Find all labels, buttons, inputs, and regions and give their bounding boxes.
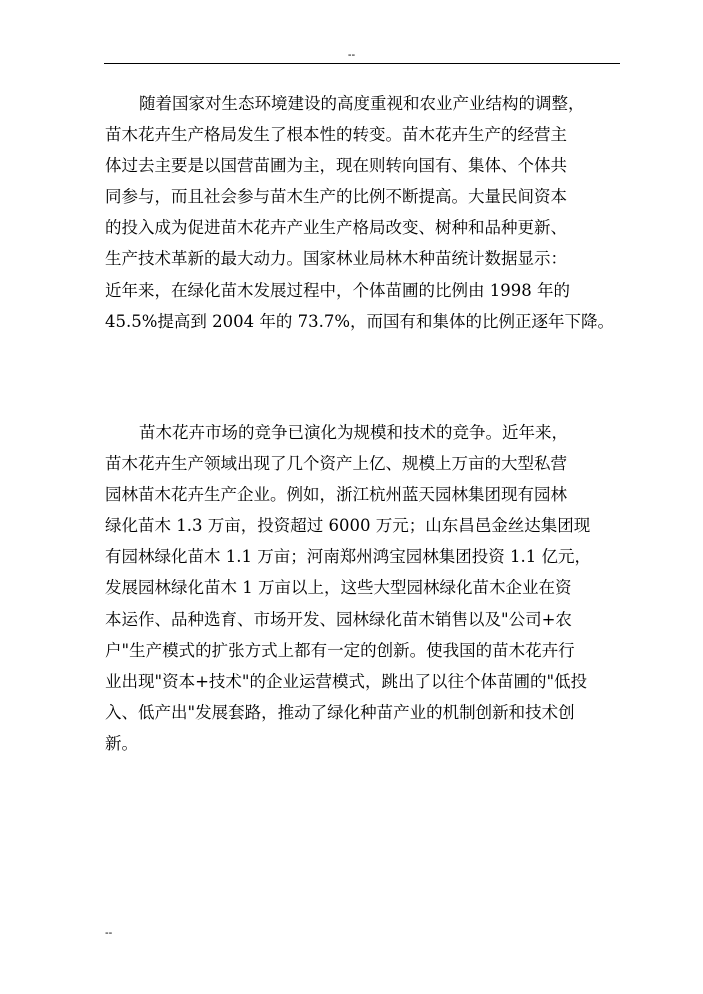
paragraph-line: 随着国家对生态环境建设的高度重视和农业产业结构的调整， [139,94,585,113]
paragraph-1 [105,88,617,337]
paragraph-line: 苗木花卉市场的竞争已演化为规模和技术的竞争。近年来， [139,423,568,442]
paragraph-line: 入、低产出"发展套路，推动了绿化种苗产业的机制创新和技术创 [105,702,575,722]
paragraph-2 [105,417,617,759]
paragraph-line: 苗木花卉生产领域出现了几个资产上亿、规模上万亩的大型私营 [105,454,567,474]
paragraph-line: 的投入成为促进苗木花卉产业生产格局改变、树种和品种更新、 [105,218,567,238]
paragraph-line: 体过去主要是以国营苗圃为主，现在则转向国有、集体、个体共 [105,156,567,176]
paragraph-line: 本运作、品种选育、市场开发、园林绿化苗木销售以及"公司+农 [105,609,572,629]
paragraph-line: 绿化苗木 1.3 万亩，投资超过 6000 万元；山东昌邑金丝达集团现 [105,516,591,536]
paragraph-line: 发展园林绿化苗木 1 万亩以上，这些大型园林绿化苗木企业在资 [105,578,572,598]
paragraph-line: 同参与，而且社会参与苗木生产的比例不断提高。大量民间资本 [105,187,567,207]
paragraph-line: 户"生产模式的扩张方式上都有一定的创新。使我国的苗木花卉行 [105,640,575,660]
page-header-mark: -- [347,49,356,61]
page-footer-mark: -- [105,927,113,939]
paragraph-line: 新。 [105,733,138,753]
header-divider [104,63,620,64]
paragraph-line: 苗木花卉生产格局发生了根本性的转变。苗木花卉生产的经营主 [105,125,567,145]
paragraph-line: 业出现"资本+技术"的企业运营模式，跳出了以往个体苗圃的"低投 [105,671,588,691]
paragraph-line: 近年来，在绿化苗木发展过程中，个体苗圃的比例由 1998 年的 [105,280,570,300]
paragraph-line: 有园林绿化苗木 1.1 万亩；河南郑州鸿宝园林集团投资 1.1 亿元， [105,547,591,567]
paragraph-line: 园林苗木花卉生产企业。例如，浙江杭州蓝天园林集团现有园林 [105,485,567,505]
paragraph-line: 45.5%提高到 2004 年的 73.7%，而国有和集体的比例正逐年下降。 [105,311,615,331]
paragraph-line: 生产技术革新的最大动力。国家林业局林木种苗统计数据显示： [105,249,567,269]
